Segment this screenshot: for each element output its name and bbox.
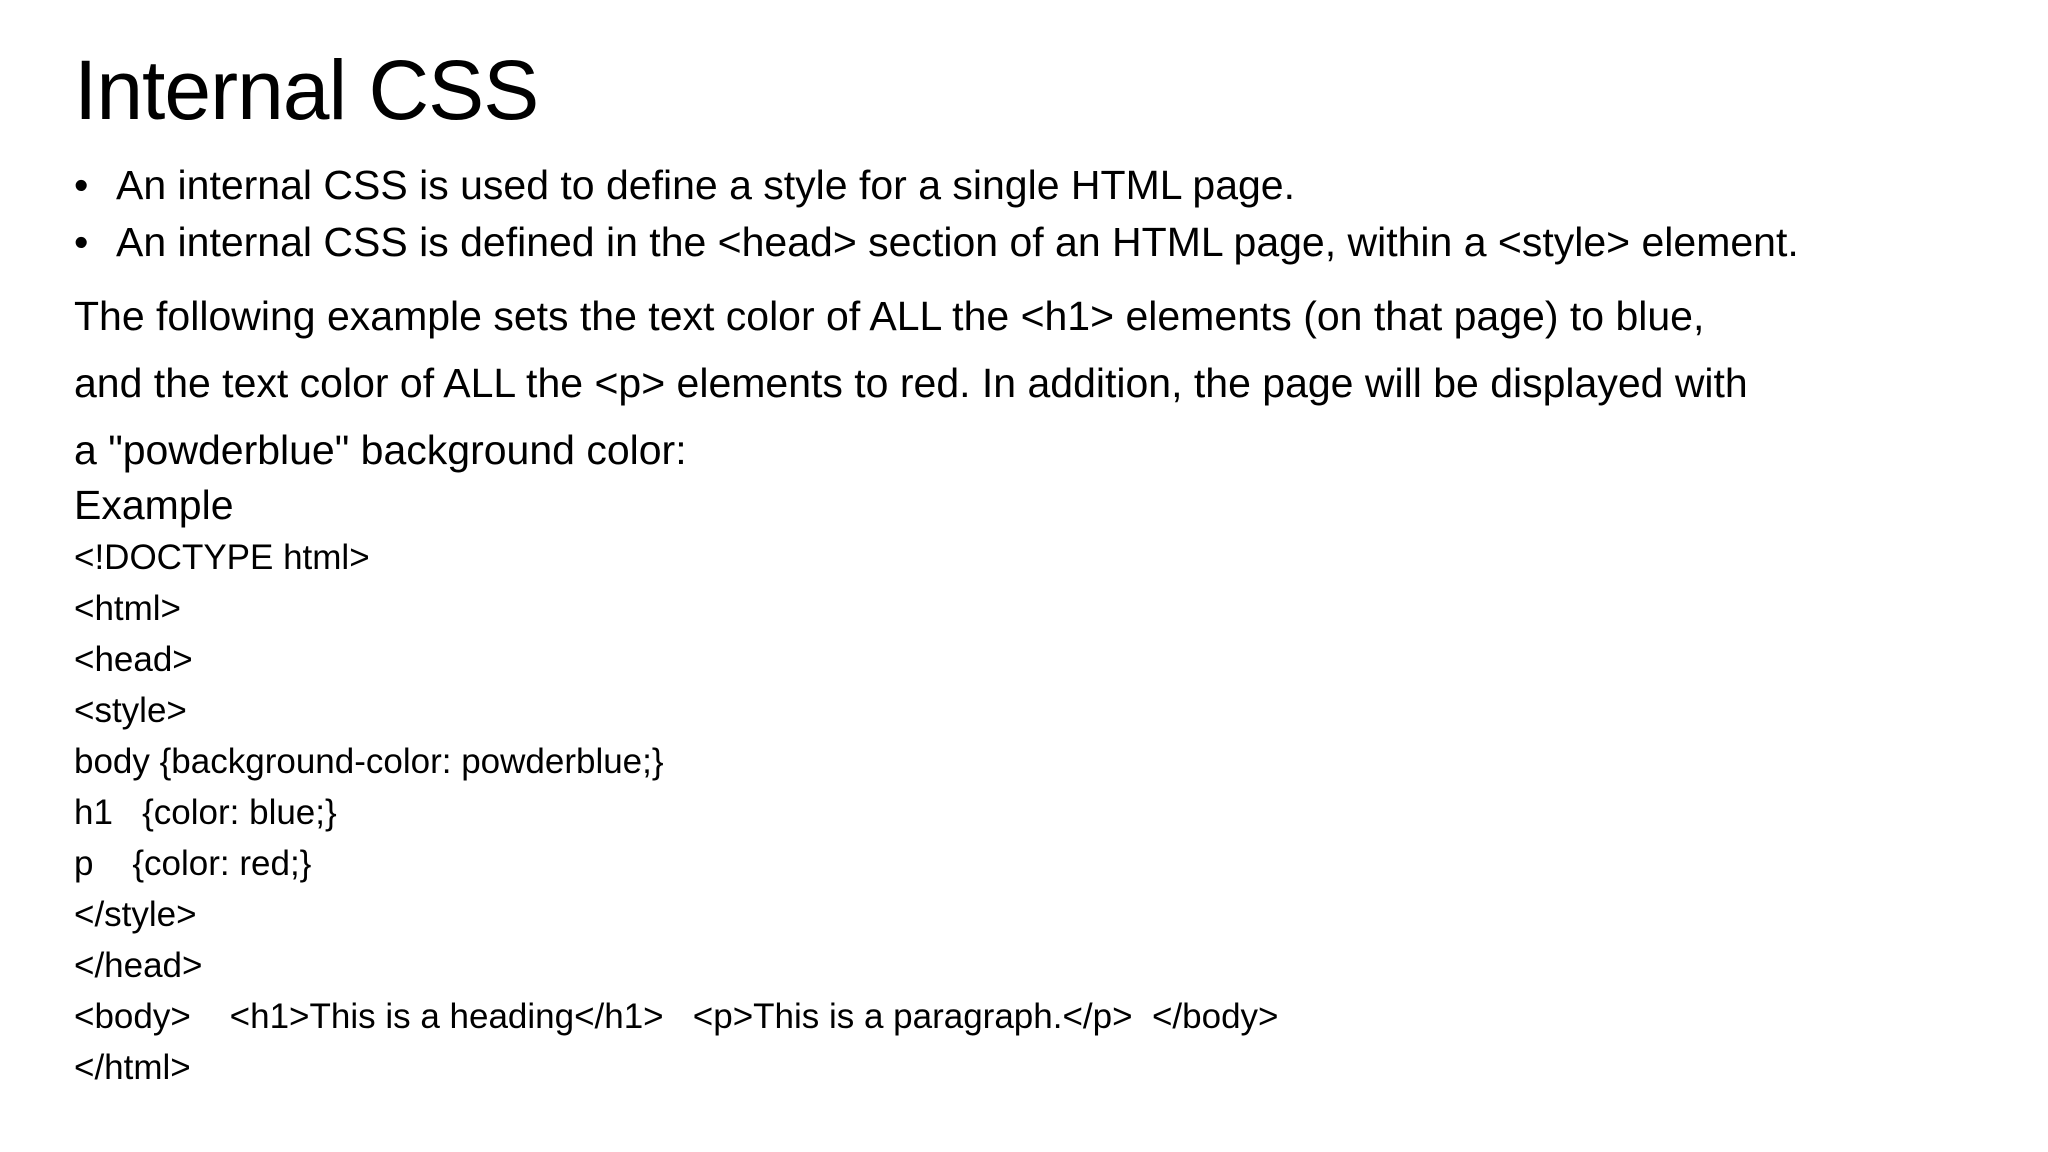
code-line: p {color: red;} — [74, 844, 312, 883]
code-line: </html> — [74, 1048, 191, 1087]
bullet-icon: • — [74, 162, 89, 208]
bullet-text: An internal CSS is used to define a style for a single HTML page. — [116, 162, 1295, 208]
intro-paragraph — [74, 283, 1974, 484]
bullet-item — [74, 157, 1799, 214]
code-line: <body> <h1>This is a heading</h1> <p>This is a paragraph.</p> </body> — [74, 997, 1279, 1036]
intro-line: and the text color of ALL the <p> elements to red. In addition, the page will be displayed with — [74, 360, 1748, 406]
bullet-item — [74, 214, 1799, 271]
bullet-list — [74, 157, 1799, 271]
example-label: Example — [74, 482, 234, 528]
code-line: <head> — [74, 640, 193, 679]
intro-line: The following example sets the text color of ALL the <h1> elements (on that page) to blue, — [74, 293, 1705, 339]
code-example — [74, 532, 1278, 1093]
code-line: <html> — [74, 589, 181, 628]
bullet-text: An internal CSS is defined in the <head> section of an HTML page, within a <style> element. — [116, 219, 1799, 265]
code-line: <style> — [74, 691, 187, 730]
code-line: </style> — [74, 895, 197, 934]
code-line: h1 {color: blue;} — [74, 793, 337, 832]
bullet-icon: • — [74, 219, 89, 265]
code-line: <!DOCTYPE html> — [74, 538, 370, 577]
code-line: body {background-color: powderblue;} — [74, 742, 664, 781]
slide-title: Internal CSS — [74, 43, 539, 137]
code-line: </head> — [74, 946, 203, 985]
intro-line: a "powderblue" background color: — [74, 427, 687, 473]
